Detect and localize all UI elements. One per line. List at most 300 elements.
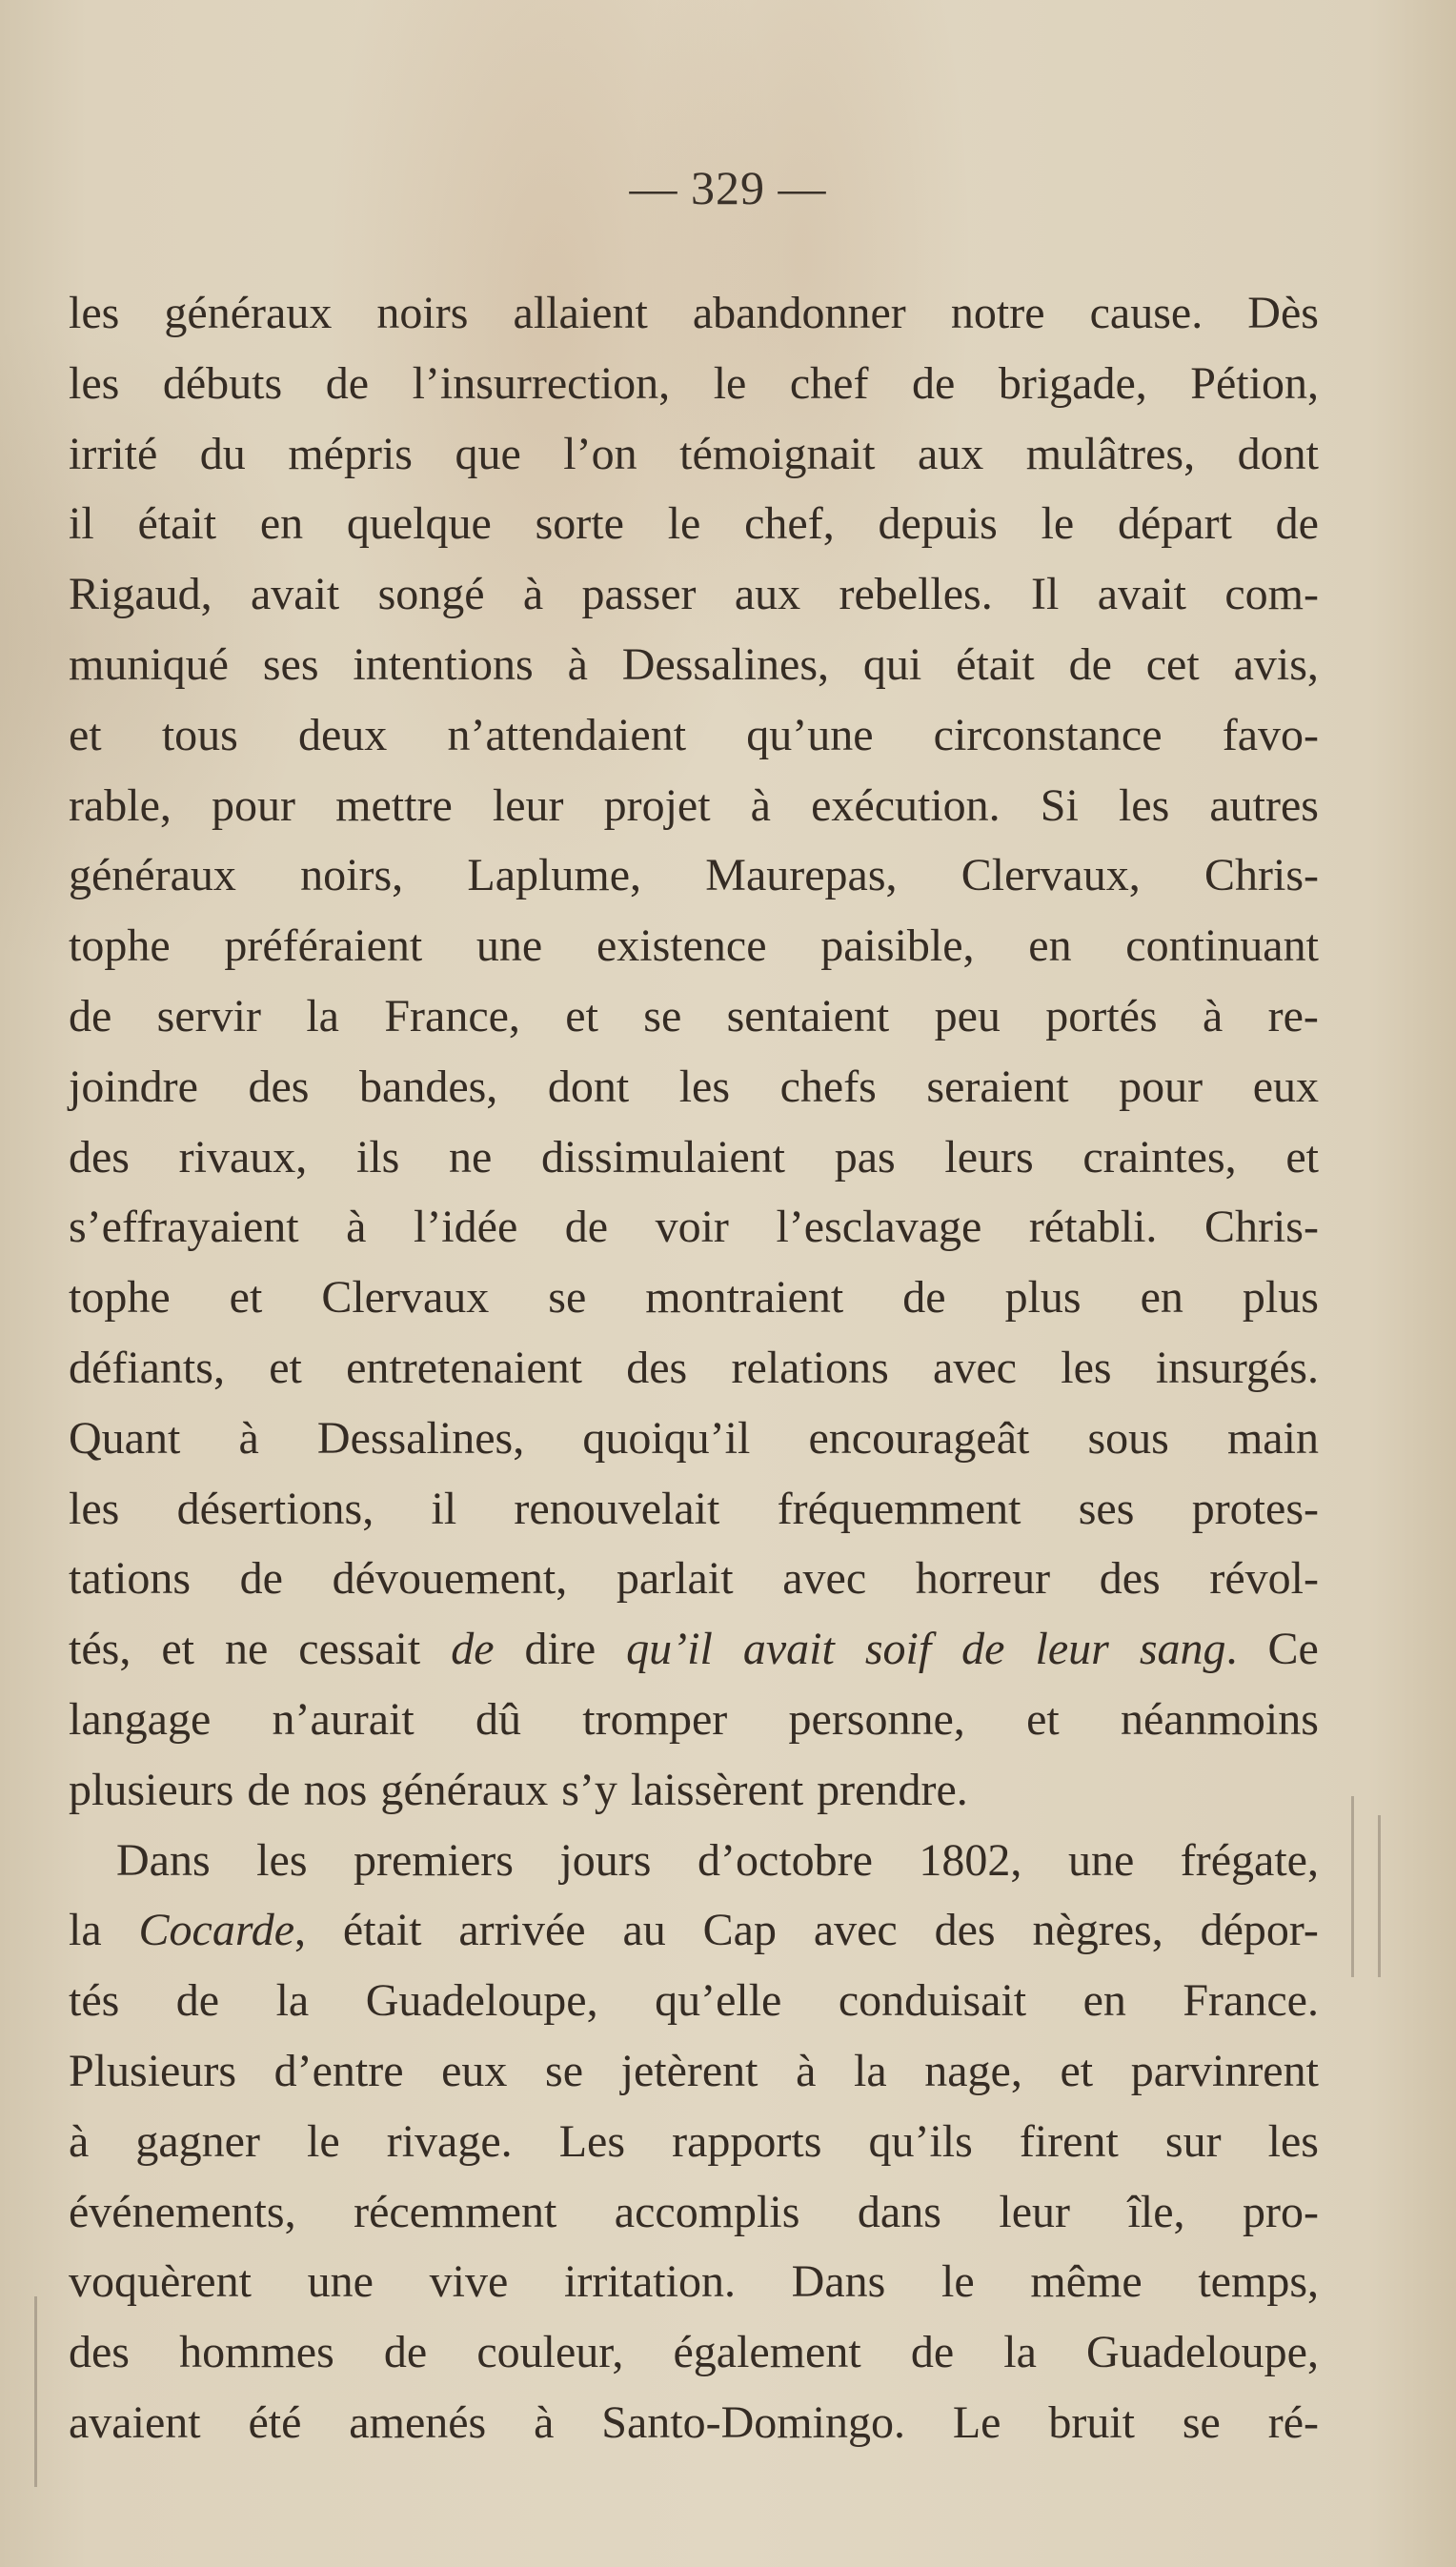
word: en [1140, 1272, 1183, 1324]
word: qu’ils [868, 2115, 973, 2167]
word: départ [1117, 498, 1232, 550]
word: généraux [164, 288, 333, 338]
word: accomplis [614, 2186, 800, 2237]
word: Clervaux [321, 1272, 490, 1324]
text-line [69, 1614, 1319, 1685]
word: avec [782, 1553, 867, 1605]
word: leur [492, 779, 564, 831]
text-line [69, 2317, 1319, 2388]
word: généraux [69, 850, 236, 901]
word: Les [558, 2115, 626, 2167]
word: sous [1087, 1412, 1169, 1464]
word: fréquemment [777, 1483, 1021, 1534]
word: été [248, 2396, 302, 2448]
word: aux [734, 569, 801, 620]
word: pro- [1243, 2186, 1319, 2237]
word: une [475, 920, 543, 972]
word: mettre [335, 779, 453, 831]
word: allaient [513, 288, 648, 338]
word: témoignait [679, 428, 876, 479]
word: irrité [69, 428, 158, 479]
word: mépris [288, 428, 413, 479]
word: le [713, 357, 747, 409]
word: notre [950, 288, 1045, 338]
word: tophe [69, 1272, 171, 1324]
word: se [545, 2045, 584, 2096]
word: de [911, 357, 956, 409]
word: révol- [1209, 1553, 1319, 1605]
word: jours [559, 1834, 652, 1886]
word: événements, [69, 2186, 296, 2237]
word: leur [999, 2186, 1071, 2237]
word: circonstance [933, 709, 1163, 760]
word: dans [857, 2186, 941, 2237]
text-line [69, 981, 1319, 1052]
text-line [69, 771, 1319, 841]
word: nos [303, 1764, 368, 1815]
text-line [69, 2036, 1319, 2107]
text-line [69, 630, 1319, 700]
word: Rigaud, [69, 569, 212, 620]
word: il [431, 1483, 457, 1534]
word: cause. [1089, 288, 1203, 338]
word: cet [1145, 638, 1200, 690]
word: quelque [346, 498, 492, 550]
page-number: — 329 — [629, 161, 827, 214]
word: le [1041, 498, 1075, 550]
word: eux [1252, 1061, 1319, 1112]
text-line [69, 489, 1319, 559]
word: l’insurrection, [412, 357, 671, 409]
word: sentaient [726, 990, 890, 1041]
text-line [69, 1544, 1319, 1614]
word: laissèrent [630, 1764, 804, 1815]
text-line [69, 349, 1319, 419]
word: noirs, [300, 850, 404, 901]
word: hommes [179, 2327, 334, 2378]
word: plusieurs [69, 1764, 234, 1815]
word: sang. [1139, 1624, 1238, 1675]
word: de [175, 1975, 220, 2027]
word: avait [742, 1624, 835, 1675]
word: une [307, 2256, 374, 2308]
word: leur [1035, 1624, 1109, 1675]
word: cessait [298, 1624, 421, 1675]
text-line [69, 700, 1319, 771]
text-line [69, 559, 1319, 630]
word: de [239, 1553, 283, 1605]
word: Maurepas, [705, 850, 898, 901]
word: les [256, 1834, 308, 1886]
word: avaient [69, 2396, 201, 2448]
word: chefs [779, 1061, 877, 1112]
word: exécution. [811, 779, 1001, 831]
word: aux [917, 428, 984, 479]
word: dire [524, 1624, 597, 1675]
word: personne, [788, 1693, 965, 1745]
text-line [69, 2247, 1319, 2317]
word: se [1182, 2396, 1221, 2448]
word: joindre [69, 1061, 198, 1112]
word: de [902, 1272, 946, 1324]
text-line [69, 419, 1319, 490]
word: dépor- [1200, 1905, 1319, 1956]
word: en [1082, 1975, 1126, 2027]
text-line [69, 1192, 1319, 1263]
word: main [1226, 1412, 1319, 1464]
word: préféraient [224, 920, 423, 972]
word: au [622, 1905, 666, 1956]
word: qu’il [626, 1624, 713, 1675]
text-line [69, 1052, 1319, 1122]
text-line [69, 911, 1319, 981]
word: autres [1209, 779, 1319, 831]
word: n’attendaient [447, 709, 687, 760]
word: chef [789, 357, 869, 409]
word: les [1267, 2115, 1319, 2167]
word: nègres, [1032, 1905, 1163, 1956]
word: d’entre [273, 2045, 404, 2096]
word: Dessalines, [621, 638, 830, 690]
word: jetèrent [620, 2045, 758, 2096]
word: du [199, 428, 246, 479]
word: avis, [1233, 638, 1319, 690]
word: de [451, 1624, 495, 1675]
text-line [69, 840, 1319, 911]
word: premiers [354, 1834, 514, 1886]
text-line [69, 1333, 1319, 1404]
text-line [69, 278, 1319, 349]
word: servir [156, 990, 261, 1041]
word: de [1068, 638, 1112, 690]
word: île, [1127, 2186, 1185, 2237]
word: Chris- [1203, 850, 1319, 901]
word: com- [1224, 569, 1319, 620]
word: des [69, 1131, 130, 1182]
word: rebelles. [839, 569, 993, 620]
word: rétabli. [1028, 1202, 1158, 1253]
word: Dans [791, 2256, 886, 2308]
word: une [1067, 1834, 1135, 1886]
word: tophe [69, 920, 171, 972]
word: craintes, [1082, 1131, 1237, 1182]
word: s’y [561, 1764, 617, 1815]
word: à [522, 569, 544, 620]
word: défiants, [69, 1342, 225, 1393]
word: Guadeloupe, [1086, 2327, 1319, 2378]
word: en [1028, 920, 1072, 972]
text-line [69, 1404, 1319, 1474]
word: Il [1031, 569, 1060, 620]
word: paisible, [820, 920, 975, 972]
word: se [643, 990, 682, 1041]
text-line [69, 1826, 1319, 1896]
word: les [69, 1483, 120, 1534]
word: l’on [563, 428, 637, 479]
text-line [69, 1474, 1319, 1545]
word: quoiqu’il [582, 1412, 751, 1464]
word: leurs [944, 1131, 1034, 1182]
word: continuant [1125, 920, 1319, 972]
word: des [69, 2327, 130, 2378]
body-text [69, 278, 1319, 2458]
word: rivage. [386, 2115, 513, 2167]
word: ré- [1267, 2396, 1319, 2448]
word: la [306, 990, 339, 1041]
word: et [1026, 1693, 1060, 1745]
word: songé [377, 569, 485, 620]
word: de [69, 990, 112, 1041]
text-line [69, 2388, 1319, 2458]
word: qu’elle [655, 1975, 782, 2027]
text-line [69, 2107, 1319, 2177]
word: la [854, 2045, 887, 2096]
word: passer [581, 569, 697, 620]
word: s’effrayaient [69, 1202, 299, 1253]
word: arrivée [458, 1905, 586, 1956]
word: avait [1097, 569, 1186, 620]
word: peu [934, 990, 1001, 1041]
word: frégate, [1180, 1834, 1319, 1886]
word: rivaux, [178, 1131, 308, 1182]
word: de [564, 1202, 609, 1253]
word: bandes, [359, 1061, 498, 1112]
word: gagner [135, 2115, 260, 2167]
word: depuis [878, 498, 998, 550]
word: et [69, 709, 102, 760]
text-line [69, 1122, 1319, 1193]
word: l’esclavage [776, 1202, 982, 1253]
word: Pétion, [1190, 357, 1319, 409]
word: débuts [162, 357, 283, 409]
word: France, [384, 990, 520, 1041]
word: dû [475, 1693, 522, 1745]
word: muniqué [69, 638, 229, 690]
word: Ce [1267, 1624, 1319, 1675]
word: pas [834, 1131, 896, 1182]
word: Quant [69, 1412, 181, 1464]
word: la [275, 1975, 310, 2027]
word: était [342, 1905, 422, 1956]
word: les [69, 288, 120, 338]
word: de [910, 2327, 955, 2378]
word: tés [69, 1975, 120, 2027]
word: généraux [380, 1764, 549, 1815]
word: plus [1242, 1272, 1319, 1324]
word: de [383, 2327, 428, 2378]
word: et [229, 1272, 263, 1324]
word: Le [952, 2396, 1001, 2448]
word: à [238, 1412, 259, 1464]
word: protes- [1191, 1483, 1319, 1534]
word: à [69, 2115, 90, 2167]
word: même [1030, 2256, 1143, 2308]
word: conduisait [838, 1975, 1027, 2027]
word: à [1202, 990, 1223, 1041]
word: avait [250, 569, 340, 620]
word: existence [596, 920, 767, 972]
word: rable, [69, 779, 172, 831]
word: de [325, 357, 370, 409]
word: et [269, 1342, 302, 1393]
word: re- [1267, 990, 1319, 1041]
word: ses [1078, 1483, 1135, 1534]
word: firent [1019, 2115, 1119, 2167]
word: Dans [116, 1834, 211, 1886]
word: à [534, 2396, 555, 2448]
word: horreur [915, 1553, 1051, 1605]
text-line [69, 1685, 1319, 1755]
word: les [69, 357, 120, 409]
word: vive [429, 2256, 509, 2308]
word: Dessalines, [316, 1412, 525, 1464]
word: en [259, 498, 304, 550]
word: également [673, 2327, 861, 2378]
word: Cap [702, 1905, 777, 1956]
word: tés, [69, 1624, 131, 1675]
text-line [69, 1895, 1319, 1966]
word: à [750, 779, 771, 831]
text-line [69, 1966, 1319, 2036]
word: parvinrent [1130, 2045, 1319, 2096]
word: langage [69, 1693, 212, 1745]
word: rapports [672, 2115, 822, 2167]
word: pour [1119, 1061, 1203, 1112]
word: intentions [353, 638, 534, 690]
word: le [941, 2256, 975, 2308]
margin-pencil-mark [34, 2296, 37, 2487]
word: dont [547, 1061, 630, 1112]
word: le [307, 2115, 340, 2167]
word: de [961, 1624, 1005, 1675]
word: sur [1164, 2115, 1222, 2167]
word: France. [1183, 1975, 1319, 2027]
word: abandonner [692, 288, 906, 338]
text-line [69, 1755, 1319, 1826]
word: l’idée [413, 1202, 518, 1253]
word: mulâtres, [1025, 428, 1196, 479]
word: seraient [926, 1061, 1069, 1112]
word: encourageât [808, 1412, 1030, 1464]
word: qui [862, 638, 922, 690]
word: récemment [354, 2186, 557, 2237]
word: Plusieurs [69, 2045, 237, 2096]
word: ne [224, 1624, 269, 1675]
word: renouvelait [514, 1483, 720, 1534]
word: amenés [349, 2396, 487, 2448]
word: couleur, [476, 2327, 624, 2378]
text-line [69, 2177, 1319, 2248]
word: favo- [1222, 709, 1319, 760]
word: que [455, 428, 521, 479]
word: plus [1004, 1272, 1082, 1324]
word: des [934, 1905, 996, 1956]
word: les [1118, 779, 1170, 831]
word: Cocarde, [138, 1905, 307, 1956]
word: ils [355, 1131, 400, 1182]
word: eux [441, 2045, 508, 2096]
word: était [956, 638, 1035, 690]
word: Si [1040, 779, 1079, 831]
word: des [1099, 1553, 1161, 1605]
word: et [1285, 1131, 1319, 1182]
word: et [161, 1624, 194, 1675]
word: la [69, 1905, 102, 1956]
word: projet [603, 779, 711, 831]
word: chef, [744, 498, 835, 550]
word: des [248, 1061, 310, 1112]
word: à [346, 1202, 367, 1253]
word: 1802, [919, 1834, 1022, 1886]
word: sorte [535, 498, 624, 550]
margin-pencil-mark [1351, 1796, 1354, 1977]
word: Chris- [1203, 1202, 1319, 1253]
word: tations [69, 1553, 191, 1605]
word: il [69, 498, 94, 550]
word: des [626, 1342, 688, 1393]
word: le [667, 498, 701, 550]
word: d’octobre [697, 1834, 873, 1886]
word: parlait [616, 1553, 734, 1605]
word: Guadeloupe, [365, 1975, 598, 2027]
word: les [1061, 1342, 1112, 1393]
word: et [1060, 2045, 1094, 2096]
word: nage, [924, 2045, 1022, 2096]
word: Clervaux, [961, 850, 1141, 901]
word: Laplume, [467, 850, 642, 901]
word: la [1003, 2327, 1037, 2378]
margin-pencil-mark [1378, 1815, 1381, 1977]
word: néanmoins [1120, 1693, 1319, 1745]
word: noirs [376, 288, 469, 338]
word: les [678, 1061, 731, 1112]
word: à [567, 638, 588, 690]
word: avec [813, 1905, 898, 1956]
word: temps, [1198, 2256, 1319, 2308]
word: relations [731, 1342, 889, 1393]
word: n’aurait [272, 1693, 415, 1745]
word: Santo-Domingo. [601, 2396, 905, 2448]
word: ses [262, 638, 319, 690]
word: voir [655, 1202, 729, 1253]
word: de [1275, 498, 1319, 550]
word: à [796, 2045, 817, 2096]
word: était [137, 498, 217, 550]
word: voquèrent [69, 2256, 252, 2308]
word: irritation. [564, 2256, 736, 2308]
word: tous [161, 709, 238, 760]
word: bruit [1048, 2396, 1135, 2448]
word: dont [1237, 428, 1319, 479]
word: tromper [582, 1693, 728, 1745]
word: de [247, 1764, 291, 1815]
word: Dès [1247, 288, 1319, 338]
word: deux [298, 709, 388, 760]
word: soif [864, 1624, 932, 1675]
word: avec [933, 1342, 1017, 1393]
word: prendre. [817, 1764, 968, 1815]
word: et [565, 990, 598, 1041]
word: brigade, [998, 357, 1147, 409]
word: désertions, [176, 1483, 374, 1534]
word: montraient [645, 1272, 844, 1324]
word: qu’une [746, 709, 874, 760]
word: pour [212, 779, 296, 831]
word: portés [1045, 990, 1158, 1041]
word: dissimulaient [541, 1131, 786, 1182]
word: insurgés. [1155, 1342, 1319, 1393]
word: se [548, 1272, 587, 1324]
